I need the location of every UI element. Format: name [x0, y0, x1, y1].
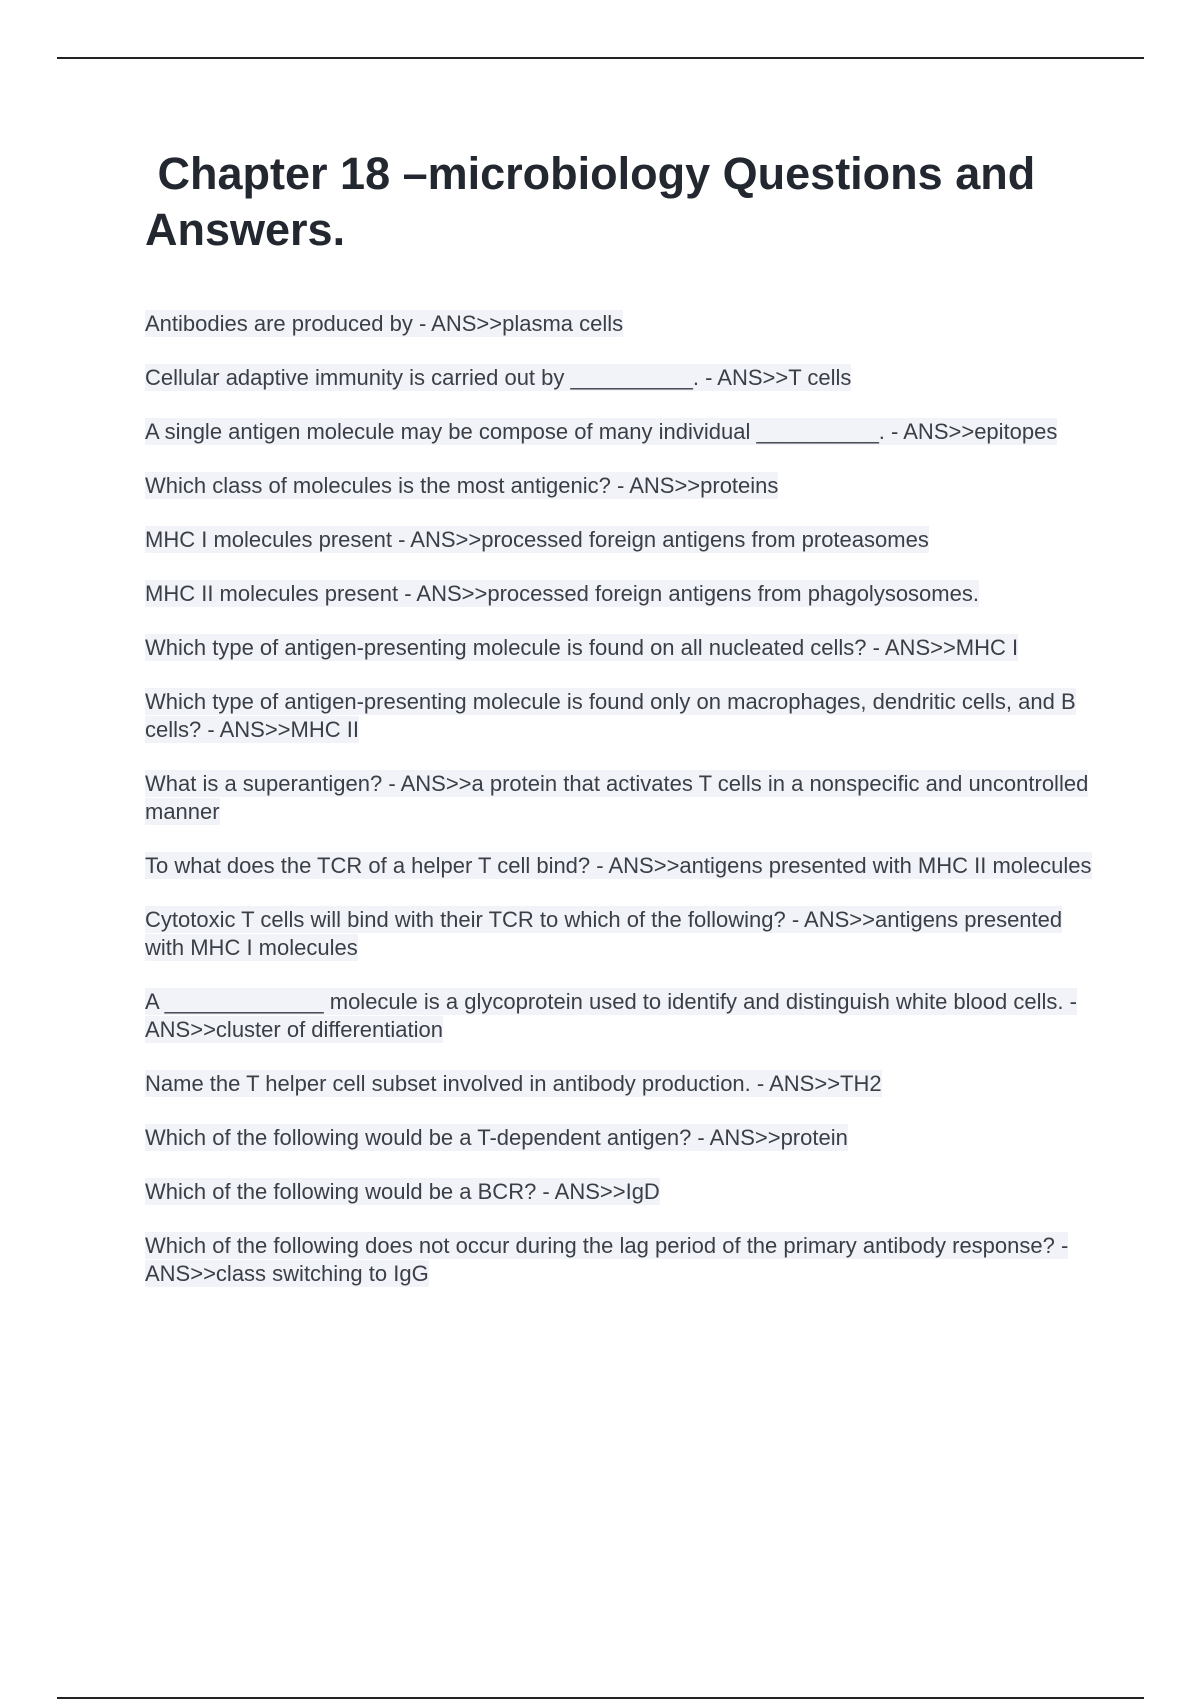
qa-item: Antibodies are produced by - ANS>>plasma cells	[145, 311, 624, 336]
qa-item: Which of the following does not occur during the lag period of the primary antibody response? - ANS>>class switching to IgG	[145, 1233, 1069, 1286]
document-title: Chapter 18 –microbiology Questions and Answers.	[145, 148, 1047, 255]
qa-item: Which of the following would be a T-dependent antigen? - ANS>>protein	[145, 1125, 848, 1150]
qa-item: Which type of antigen-presenting molecule is found on all nucleated cells? - ANS>>MHC I	[145, 635, 1019, 660]
qa-item: MHC II molecules present - ANS>>processed foreign antigens from phagolysosomes.	[145, 581, 979, 606]
qa-item: A single antigen molecule may be compose of many individual __________. - ANS>>epitopes	[145, 419, 1058, 444]
qa-item: Cytotoxic T cells will bind with their TCR to which of the following? - ANS>>antigens presented with MHC I molecules	[145, 907, 1063, 960]
top-rule	[57, 57, 1144, 59]
qa-item: Cellular adaptive immunity is carried out by __________. - ANS>>T cells	[145, 365, 852, 390]
qa-item: What is a superantigen? - ANS>>a protein that activates T cells in a nonspecific and uncontrolled manner	[145, 771, 1089, 824]
qa-item: Which of the following would be a BCR? - ANS>>IgD	[145, 1179, 660, 1204]
qa-item: MHC I molecules present - ANS>>processed foreign antigens from proteasomes	[145, 527, 929, 552]
qa-list	[145, 310, 1105, 1288]
qa-item: To what does the TCR of a helper T cell bind? - ANS>>antigens presented with MHC II molecules	[145, 853, 1092, 878]
bottom-rule	[57, 1697, 1144, 1699]
qa-item: Which type of antigen-presenting molecule is found only on macrophages, dendritic cells, and B cells? - ANS>>MHC II	[145, 689, 1076, 742]
document-body	[145, 146, 1105, 1314]
qa-item: A _____________ molecule is a glycoprotein used to identify and distinguish white blood cells. - ANS>>cluster of differentiation	[145, 989, 1077, 1042]
qa-item: Which class of molecules is the most antigenic? - ANS>>proteins	[145, 473, 779, 498]
qa-item: Name the T helper cell subset involved in antibody production. - ANS>>TH2	[145, 1071, 882, 1096]
